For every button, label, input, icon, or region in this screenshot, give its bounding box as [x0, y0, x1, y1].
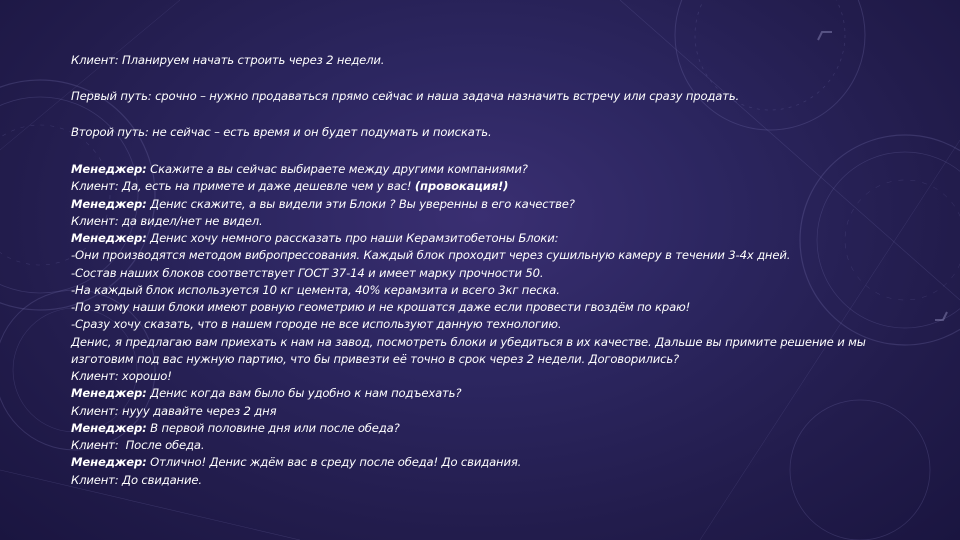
dialogue-line [71, 196, 931, 213]
dialogue-line [71, 385, 931, 402]
dialogue-text: Клиент: да видел/нет не видел. [71, 213, 263, 228]
intro-client-line: Клиент: Планируем начать строить через 2 недели. [71, 53, 385, 67]
dialogue-text: Денис, я предлагаю вам приехать к нам на завод, посмотреть блоки и убедиться в их качестве. Дальше вы примите решение и мы изготовим под вас нужную партию, что бы привезти её точно в срок через 2 недели. Договорились? [71, 334, 870, 366]
dialogue-line [71, 472, 931, 489]
slide-content [71, 52, 931, 489]
dialogue-line [71, 316, 931, 333]
dialogue-text: -Они производятся методом вибропрессования. Каждый блок проходит через сушильную камеру в течении 3-4х дней. [71, 248, 791, 263]
dialogue-text: Скажите а вы сейчас выбираете между другими компаниями? [146, 162, 528, 176]
dialogue-line [71, 403, 931, 420]
provocation-label: (провокация!) [414, 179, 509, 194]
dialogue-line [71, 420, 931, 437]
dialogue-line [71, 454, 931, 471]
dialogue-text: Денис скажите, а вы видели эти Блоки ? Вы уверенны в его качестве? [146, 196, 575, 211]
dialogue-line [71, 230, 931, 247]
dialogue-line [71, 368, 931, 385]
speaker-label: Менеджер: [71, 196, 147, 211]
dialogue-text: Денис хочу немного рассказать про наши Керамзитобетоны Блоки: [146, 231, 559, 245]
intro-first-path: Первый путь: срочно – нужно продаваться прямо сейчас и наша задача назначить встречу или сразу продать. [71, 89, 740, 103]
dialogue-text: Клиент: Да, есть на примете и даже дешевле чем у вас! [71, 179, 415, 194]
dialogue-block [71, 161, 931, 489]
speaker-label: Менеджер: [71, 455, 147, 470]
dialogue-text: Клиент: нууу давайте через 2 дня [71, 403, 277, 418]
dialogue-text: -Состав наших блоков соответствует ГОСТ 37-14 и имеет марку прочности 50. [71, 265, 544, 280]
speaker-label: Менеджер: [71, 420, 147, 435]
dialogue-line [71, 213, 931, 230]
dialogue-text: -Сразу хочу сказать, что в нашем городе не все используют данную технологию. [71, 317, 562, 332]
dialogue-line [71, 334, 931, 369]
speaker-label: Менеджер: [71, 231, 147, 245]
dialogue-line [71, 265, 931, 282]
dialogue-line [71, 178, 931, 195]
speaker-label: Менеджер: [71, 386, 147, 401]
dialogue-line [71, 247, 931, 264]
dialogue-text: -На каждый блок используется 10 кг цемента, 40% керамзита и всего 3кг песка. [71, 282, 560, 297]
dialogue-text: Денис когда вам было бы удобно к нам подъехать? [146, 386, 462, 401]
dialogue-line [71, 282, 931, 299]
dialogue-text: В первой половине дня или после обеда? [146, 420, 400, 435]
intro-second-path: Второй путь: не сейчас – есть время и он будет подумать и поискать. [71, 125, 492, 139]
dialogue-text: Клиент: После обеда. [71, 438, 205, 452]
dialogue-text: Отлично! Денис ждём вас в среду после обеда! До свидания. [146, 455, 522, 470]
dialogue-line [71, 161, 931, 178]
dialogue-text: -По этому наши блоки имеют ровную геометрию и не крошатся даже если провести гвоздём по краю! [71, 300, 691, 314]
dialogue-text: Клиент: хорошо! [71, 369, 172, 383]
dialogue-text: Клиент: До свидание. [71, 472, 202, 487]
speaker-label: Менеджер: [71, 162, 147, 176]
dialogue-line [71, 437, 931, 454]
dialogue-line [71, 299, 931, 316]
